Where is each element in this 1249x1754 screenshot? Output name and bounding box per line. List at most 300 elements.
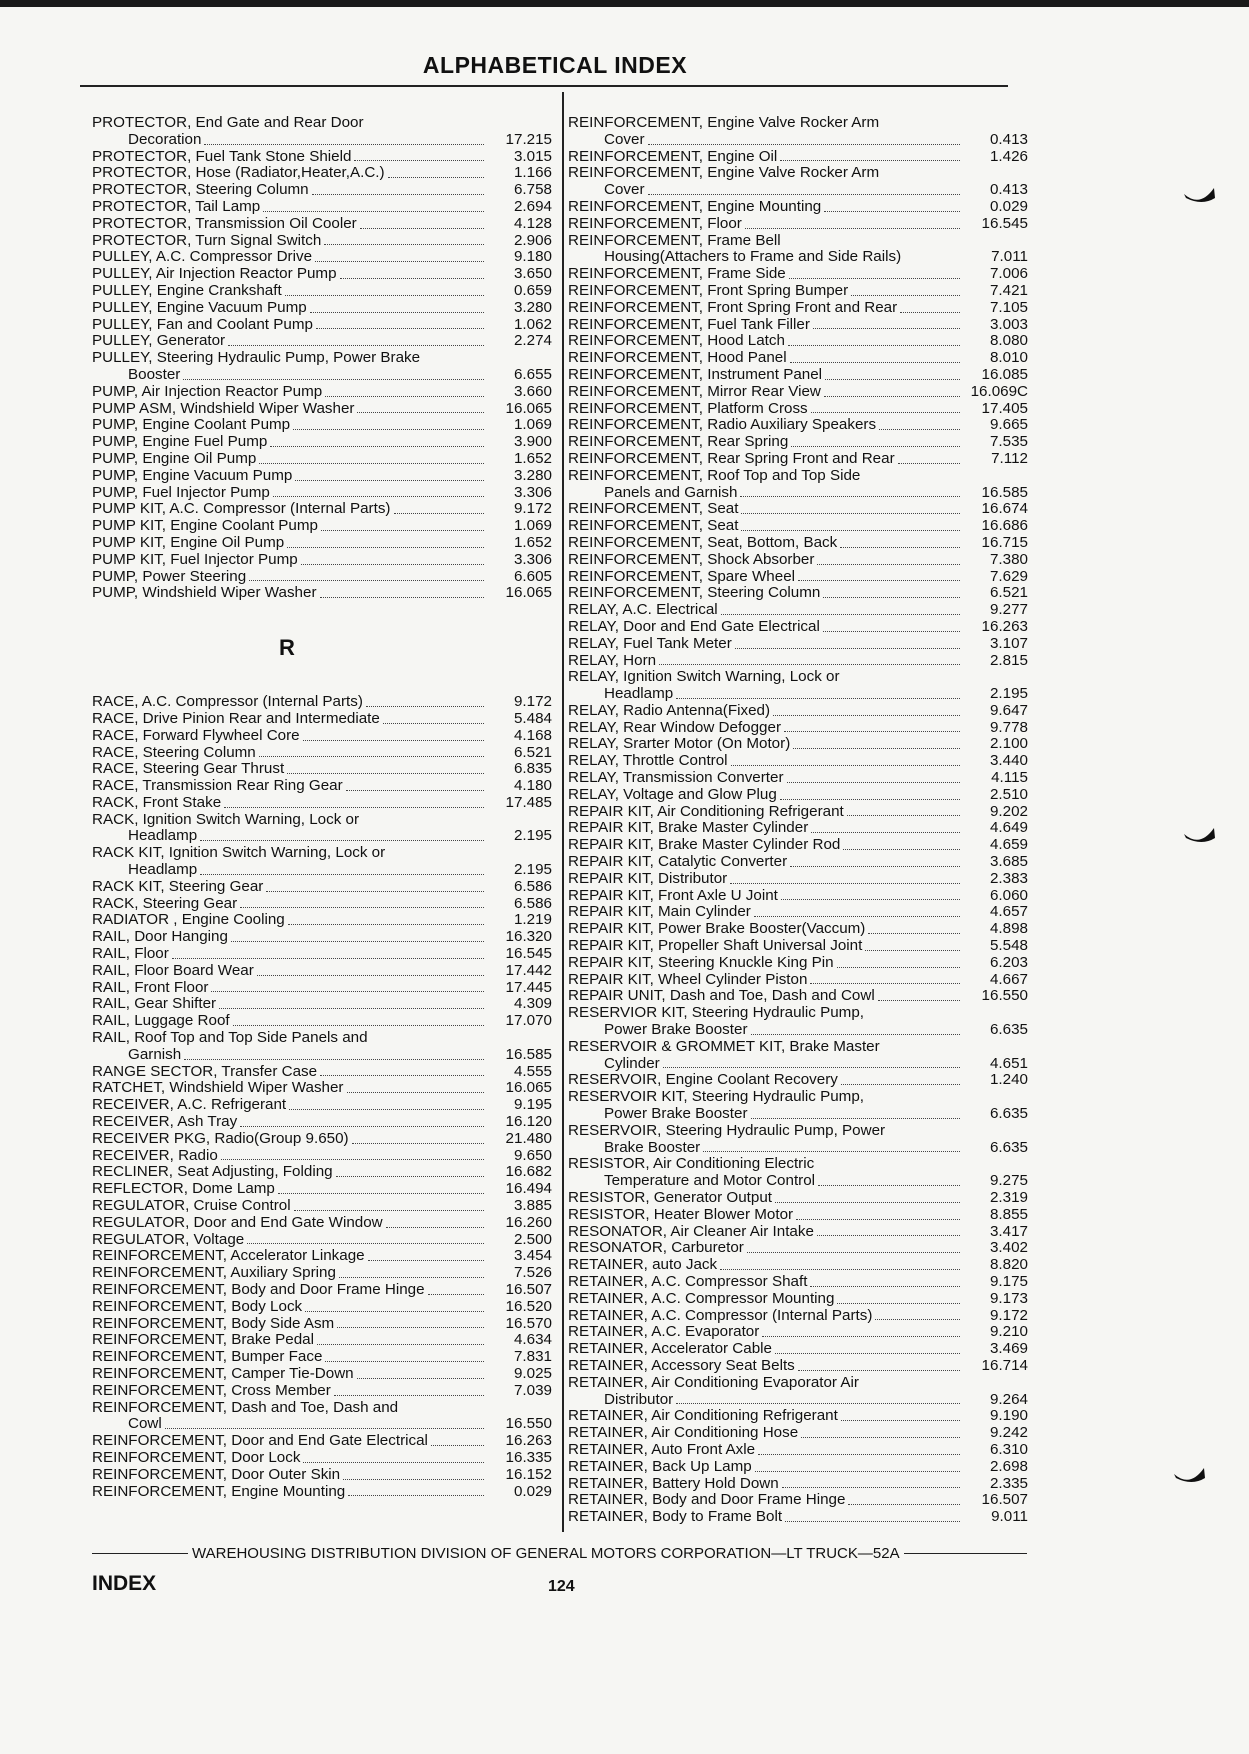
entry-name: RACE, A.C. Compressor (Internal Parts) [92,693,363,711]
index-entry [568,921,1028,938]
index-entry [568,569,1028,586]
top-border-rule [0,0,1249,7]
dot-leader [289,1109,484,1110]
index-entry [92,1181,552,1198]
entry-name: REGULATOR, Cruise Control [92,1197,291,1215]
index-entry [568,1274,1028,1291]
group-number: 7.112 [991,449,1028,467]
index-entry [568,770,1028,787]
binder-hole-mark [1182,186,1216,204]
group-number: 2.195 [989,685,1028,703]
entry-name: REINFORCEMENT, Dash and Toe, Dash and [92,1398,399,1416]
entry-name: Distributor [604,1390,674,1408]
index-entry [92,812,552,829]
dot-leader [357,412,484,413]
index-entry [568,837,1028,854]
dot-leader [811,832,960,833]
group-number: 4.309 [513,995,552,1013]
index-entry [568,266,1028,283]
index-entry [568,1156,1028,1173]
group-number: 6.655 [513,365,552,383]
index-entry [92,929,552,946]
dot-leader [798,1370,960,1371]
dot-leader [204,144,484,145]
entry-name: RESONATOR, Air Cleaner Air Intake [568,1222,814,1240]
index-entry [568,401,1028,418]
dot-leader [352,1143,484,1144]
group-number: 2.319 [989,1189,1028,1206]
index-entry [568,1240,1028,1257]
dot-leader [428,1294,484,1295]
group-number: 3.015 [513,147,552,165]
dot-leader [730,883,960,884]
index-entry-continuation [568,485,1028,502]
entry-name: PULLEY, Steering Hydraulic Pump, Power Brake [92,349,421,367]
entry-name: RELAY, Srarter Motor (On Motor) [568,735,791,753]
dot-leader [865,950,960,951]
entry-name: REINFORCEMENT, Auxiliary Spring [92,1264,336,1282]
entry-name: RACK, Steering Gear [92,894,238,912]
group-number: 16.494 [505,1180,552,1198]
index-entry [568,1089,1028,1106]
index-entry [568,988,1028,1005]
group-number: 8.010 [989,349,1028,367]
entry-name: REFLECTOR, Dome Lamp [92,1180,275,1198]
entry-name: PUMP, Power Steering [92,567,247,585]
index-entry [92,552,552,569]
group-number: 16.069C [970,382,1028,400]
dot-leader [810,983,960,984]
index-entry [568,1123,1028,1140]
entry-name: REINFORCEMENT, Bumper Face [92,1348,323,1366]
group-number: 4.898 [989,920,1028,938]
group-number: 9.172 [989,1306,1028,1324]
index-entry [568,468,1028,485]
group-number: 1.069 [513,416,552,434]
dot-leader [324,244,484,245]
dot-leader [343,1479,484,1480]
entry-name: RAIL, Floor [92,945,169,963]
dot-leader [346,790,484,791]
index-entry [92,266,552,283]
dot-leader [368,1260,484,1261]
entry-name: Headlamp [604,685,674,703]
entry-name: RESERVIOR KIT, Steering Hydraulic Pump, [568,1004,864,1022]
entry-name: RELAY, Transmission Converter [568,769,784,787]
index-entry-continuation [568,1173,1028,1190]
entry-name: RELAY, Radio Antenna(Fixed) [568,701,771,719]
dot-leader [813,328,960,329]
index-entry-continuation [568,1140,1028,1157]
dot-leader [741,513,960,514]
dot-leader [172,958,484,959]
group-number: 16.507 [505,1281,552,1298]
dot-leader [386,1227,484,1228]
entry-list-p [92,115,552,602]
dot-leader [320,597,484,598]
group-number: 6.605 [513,567,552,585]
group-number: 3.650 [513,265,552,283]
page-number: 124 [548,1578,575,1595]
index-entry [92,485,552,502]
group-number: 4.659 [989,836,1028,854]
entry-name: RAIL, Door Hanging [92,928,228,946]
dot-leader [354,160,484,161]
dot-leader [321,530,484,531]
group-number: 4.634 [513,1331,552,1349]
entry-name: REGULATOR, Voltage [92,1230,245,1248]
index-entry-continuation [92,132,552,149]
entry-name: RANGE SECTOR, Transfer Case [92,1062,318,1080]
group-number: 6.835 [513,760,552,778]
index-entry [92,1349,552,1366]
entry-name: Decoration [128,130,202,148]
index-entry [92,1366,552,1383]
entry-name: RESERVOIR KIT, Steering Hydraulic Pump, [568,1088,864,1106]
group-number: 9.195 [513,1096,552,1114]
index-entry [92,1232,552,1249]
page-title: ALPHABETICAL INDEX [422,52,688,78]
group-number: 16.065 [505,584,552,602]
group-number: 9.180 [513,248,552,266]
entry-name: RACE, Drive Pinion Rear and Intermediate [92,709,380,727]
dot-leader [301,564,484,565]
dot-leader [703,1151,960,1152]
index-entry [568,149,1028,166]
group-number: 7.011 [991,248,1028,266]
dot-leader [648,144,960,145]
dot-leader [340,278,484,279]
dot-leader [357,1378,484,1379]
index-entry [568,619,1028,636]
dot-leader [758,1454,960,1455]
entry-name: RELAY, Voltage and Glow Plug [568,785,777,803]
dot-leader [259,756,484,757]
dot-leader [784,731,960,732]
group-number: 6.060 [989,886,1028,904]
dot-leader [847,815,960,816]
index-entry [568,585,1028,602]
index-entry [92,317,552,334]
group-number: 7.535 [989,433,1028,451]
dot-leader [773,715,960,716]
index-entry [92,963,552,980]
index-entry [568,1224,1028,1241]
dot-leader [796,1219,960,1220]
index-entry [568,165,1028,182]
entry-name: PUMP, Air Injection Reactor Pump [92,382,323,400]
group-number: 5.484 [513,709,552,727]
entry-name: PUMP KIT, A.C. Compressor (Internal Parts) [92,500,391,518]
entry-name: Panels and Garnish [604,483,738,501]
group-number: 16.335 [505,1448,552,1466]
entry-name: REINFORCEMENT, Radio Auxiliary Speakers [568,416,877,434]
dot-leader [211,991,484,992]
dot-leader [394,513,485,514]
group-number: 17.070 [505,1012,552,1030]
index-entry [568,753,1028,770]
entry-name: Cowl [128,1415,162,1433]
dot-leader [811,412,960,413]
index-entry [568,501,1028,518]
group-number: 2.815 [989,651,1028,669]
entry-name: Housing(Attachers to Frame and Side Rails) [604,248,902,266]
index-entry [92,434,552,451]
group-number: 6.635 [989,1138,1028,1156]
dot-leader [270,446,484,447]
group-number: 17.442 [505,961,552,979]
entry-name: RETAINER, A.C. Compressor Mounting [568,1289,835,1307]
group-number: 1.652 [513,533,552,551]
group-number: 1.062 [513,315,552,333]
index-entry-continuation [92,367,552,384]
dot-leader [824,211,960,212]
entry-name: PROTECTOR, Turn Signal Switch [92,231,322,249]
dot-leader [293,429,484,430]
dot-leader [755,1471,960,1472]
entry-name: RACK KIT, Steering Gear [92,877,264,895]
entry-name: REPAIR KIT, Distributor [568,869,728,887]
group-number: 1.240 [989,1071,1028,1089]
index-entry-continuation [92,862,552,879]
index-entry [568,787,1028,804]
group-number: 16.545 [981,214,1028,232]
index-entry [92,1248,552,1265]
group-number: 16.686 [981,517,1028,535]
entry-name: RAIL, Front Floor [92,978,209,996]
dot-leader [751,1118,960,1119]
group-number: 8.855 [989,1205,1028,1223]
index-entry [92,996,552,1013]
entry-name: REPAIR KIT, Steering Knuckle King Pin [568,953,834,971]
entry-name: RATCHET, Windshield Wiper Washer [92,1079,344,1097]
group-number: 16.320 [505,928,552,946]
entry-list-right [568,115,1028,1526]
dot-leader [303,740,484,741]
group-number: 4.555 [513,1062,552,1080]
group-number: 3.402 [989,1239,1028,1257]
dot-leader [366,706,484,707]
index-entry [568,736,1028,753]
group-number: 16.263 [505,1432,552,1450]
dot-leader [790,866,960,867]
dot-leader [780,799,960,800]
entry-name: REINFORCEMENT, Seat [568,517,739,535]
group-number: 16.120 [505,1113,552,1131]
group-number: 17.485 [505,793,552,811]
group-number: 16.585 [505,1045,552,1063]
index-entry [92,1467,552,1484]
group-number: 6.521 [513,743,552,761]
right-column [568,115,1028,1526]
group-number: 16.085 [981,365,1028,383]
group-number: 9.202 [989,802,1028,820]
entry-name: REINFORCEMENT, Platform Cross [568,399,808,417]
dot-leader [184,1059,484,1060]
group-number: 6.203 [989,953,1028,971]
entry-name: PUMP, Fuel Injector Pump [92,483,270,501]
dot-leader [257,975,484,976]
entry-name: REINFORCEMENT, Door and End Gate Electrical [92,1432,428,1450]
group-number: 4.128 [513,214,552,232]
group-number: 7.831 [513,1348,552,1366]
dot-leader [231,941,484,942]
index-entry [568,653,1028,670]
entry-name: RECLINER, Seat Adjusting, Folding [92,1163,333,1181]
group-number: 0.413 [989,181,1028,199]
footer-rule [92,1545,1027,1562]
dot-leader [741,530,960,531]
dot-leader [240,1126,484,1127]
dot-leader [810,1286,960,1287]
index-entry [568,1257,1028,1274]
entry-name: RADIATOR , Engine Cooling [92,911,285,929]
entry-name: RETAINER, Accelerator Cable [568,1340,772,1358]
group-number: 9.173 [989,1289,1028,1307]
entry-name: Power Brake Booster [604,1105,748,1123]
index-entry [92,1484,552,1501]
entry-name: REPAIR KIT, Catalytic Converter [568,853,788,871]
group-number: 2.698 [989,1457,1028,1475]
group-number: 9.025 [513,1364,552,1382]
dot-leader [823,631,960,632]
column-divider [562,92,564,1532]
dot-leader [731,765,960,766]
index-entry [92,333,552,350]
index-entry [568,233,1028,250]
dot-leader [841,1084,960,1085]
entry-name: RAIL, Gear Shifter [92,995,217,1013]
group-number: 2.383 [989,869,1028,887]
group-number: 16.065 [505,399,552,417]
dot-leader [273,496,484,497]
dot-leader [278,1193,484,1194]
dot-leader [287,773,484,774]
index-entry [568,216,1028,233]
entry-name: Headlamp [128,827,198,845]
index-entry [92,711,552,728]
group-number: 6.635 [989,1105,1028,1123]
dot-leader [848,1504,960,1505]
dot-leader [303,1462,484,1463]
index-entry [568,938,1028,955]
group-number: 3.280 [513,466,552,484]
dot-leader [325,396,484,397]
dot-leader [263,211,484,212]
entry-name: REINFORCEMENT, Frame Side [568,265,786,283]
dot-leader [259,463,484,464]
dot-leader [898,463,960,464]
index-entry [568,1341,1028,1358]
entry-name: Garnish [128,1045,182,1063]
dot-leader [676,1403,960,1404]
index-entry [92,778,552,795]
group-number: 2.906 [513,231,552,249]
dot-leader [721,614,960,615]
entry-name: PULLEY, Engine Crankshaft [92,281,282,299]
group-number: 16.585 [981,483,1028,501]
entry-name: REINFORCEMENT, Engine Mounting [568,197,822,215]
index-entry [92,1164,552,1181]
entry-name: REINFORCEMENT, Rear Spring [568,433,789,451]
dot-leader [431,1445,484,1446]
index-entry [92,1400,552,1417]
entry-name: REINFORCEMENT, Engine Valve Rocker Arm [568,114,880,131]
dot-leader [798,580,960,581]
entry-name: Cover [604,181,645,199]
entry-name: REINFORCEMENT, Front Spring Bumper [568,281,849,299]
entry-name: REINFORCEMENT, Cross Member [92,1381,331,1399]
entry-name: PUMP ASM, Windshield Wiper Washer [92,399,355,417]
group-number: 2.195 [513,861,552,879]
index-entry [92,384,552,401]
index-entry [568,367,1028,384]
dot-leader [851,295,960,296]
index-entry [568,1005,1028,1022]
entry-name: RESERVOIR & GROMMET KIT, Brake Master [568,1037,880,1055]
group-number: 16.520 [505,1297,552,1315]
group-number: 5.548 [989,937,1028,955]
entry-name: REGULATOR, Door and End Gate Window [92,1213,383,1231]
index-entry [92,1215,552,1232]
index-entry [92,401,552,418]
index-entry [568,602,1028,619]
group-number: 3.660 [513,382,552,400]
group-number: 6.635 [989,1021,1028,1039]
entry-name: RELAY, Horn [568,651,657,669]
entry-name: RESERVOIR, Engine Coolant Recovery [568,1071,838,1089]
dot-leader [383,723,484,724]
index-entry [92,216,552,233]
entry-name: PROTECTOR, Fuel Tank Stone Shield [92,147,352,165]
dot-leader [347,1092,485,1093]
dot-leader [841,1420,960,1421]
group-number: 2.500 [513,1230,552,1248]
group-number: 4.667 [989,970,1028,988]
entry-name: REINFORCEMENT, Roof Top and Top Side [568,466,861,484]
dot-leader [745,228,960,229]
index-entry [568,1190,1028,1207]
entry-name: REINFORCEMENT, Shock Absorber [568,550,815,568]
dot-leader [879,429,960,430]
entry-name: RACK, Front Stake [92,793,222,811]
index-entry [568,434,1028,451]
index-entry-continuation [568,1056,1028,1073]
index-entry [92,1332,552,1349]
group-number: 3.107 [989,634,1028,652]
entry-name: PROTECTOR, End Gate and Rear Door [92,114,364,131]
entry-name: PUMP KIT, Fuel Injector Pump [92,550,298,568]
group-number: 9.172 [513,693,552,711]
entry-name: RETAINER, Auto Front Axle [568,1440,756,1458]
entry-name: REINFORCEMENT, Body Side Asm [92,1314,335,1332]
group-number: 7.006 [989,265,1028,283]
entry-name: RELAY, A.C. Electrical [568,601,718,619]
dot-leader [823,597,960,598]
group-number: 9.190 [989,1407,1028,1425]
index-entry [568,1375,1028,1392]
entry-name: REINFORCEMENT, Seat [568,500,739,518]
dot-leader [789,278,960,279]
index-entry [568,636,1028,653]
group-number: 9.778 [989,718,1028,736]
entry-name: REINFORCEMENT, Floor [568,214,742,232]
dot-leader [228,345,484,346]
index-entry [568,720,1028,737]
index-entry [568,333,1028,350]
entry-name: REINFORCEMENT, Hood Panel [568,349,787,367]
entry-name: REPAIR UNIT, Dash and Toe, Dash and Cowl [568,987,875,1005]
